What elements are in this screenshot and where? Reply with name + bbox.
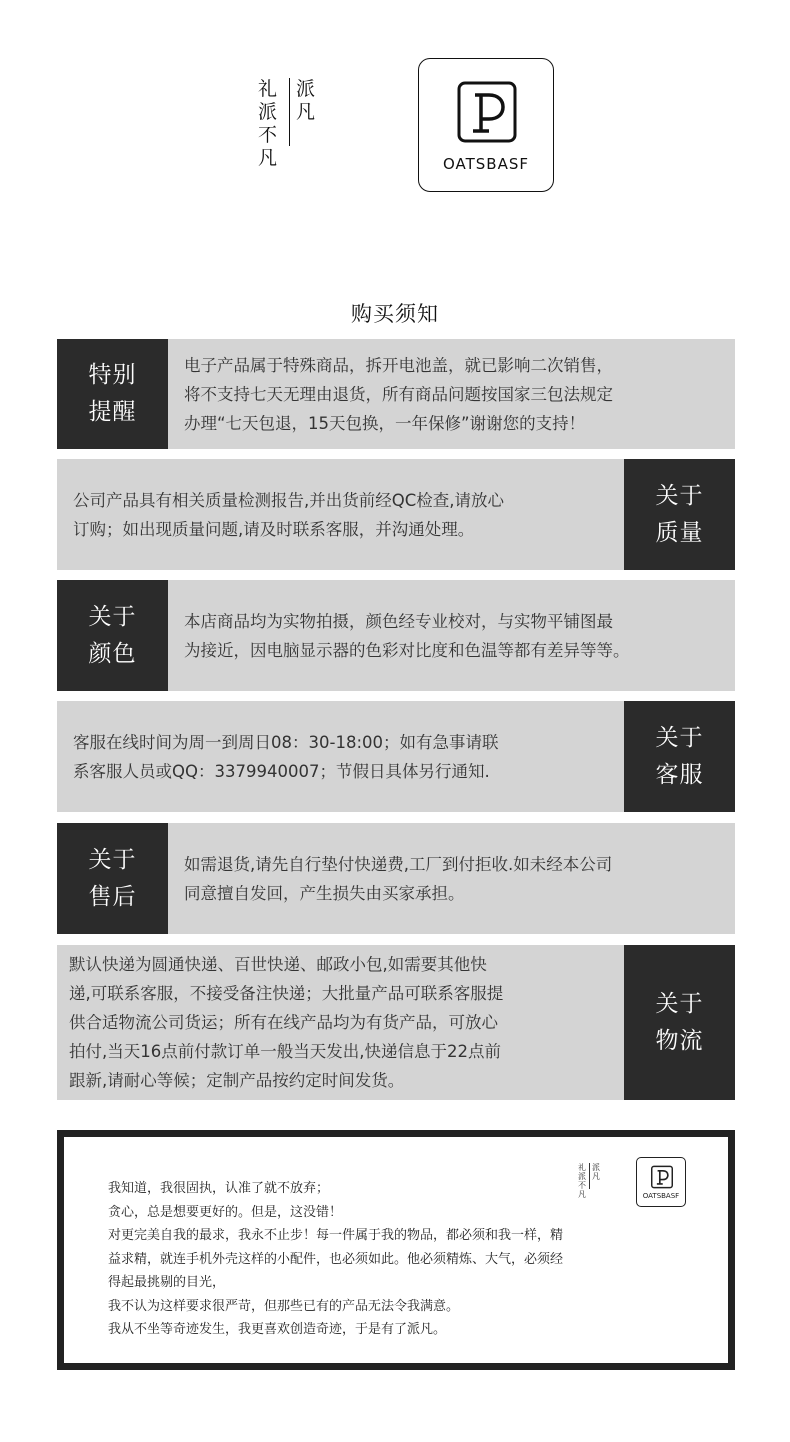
brand-wordmark <box>258 78 322 178</box>
brand-column-left <box>258 78 277 170</box>
logo-wordmark: OATSBASF <box>642 1192 680 1200</box>
notice-text <box>69 945 611 1100</box>
brand-char: 凡 <box>258 147 278 169</box>
tag-line: 售后 <box>88 883 137 910</box>
notice-tag <box>624 945 735 1100</box>
statement-line: 我从不坐等奇迹发生，我更喜欢创造奇迹，于是有了派凡。 <box>108 1322 447 1337</box>
text-line: 如需退货,请先自行垫付快递费,工厂到付拒收.如未经本公司 <box>184 854 613 874</box>
text-line: 递,可联系客服，不接受备注快递；大批量产品可联系客服提 <box>69 984 504 1003</box>
brand-char: 凡 <box>592 1172 600 1181</box>
brand-char: 礼 <box>258 78 278 100</box>
notice-text <box>184 339 735 449</box>
brand-char: 凡 <box>296 101 316 123</box>
notice-tag <box>624 459 735 570</box>
text-line: 本店商品均为实物拍摄，颜色经专业校对，与实物平铺图最 <box>184 611 613 631</box>
tag-line: 关于 <box>655 482 704 509</box>
statement-line: 益求精，就连手机外壳这样的小配件，也必须如此。他必须精炼、大气，必须经 <box>108 1251 564 1267</box>
brand-logo <box>418 58 554 192</box>
logo-wordmark: OATSBASF <box>442 155 530 173</box>
text-line: 客服在线时间为周一到周日08：30-18:00；如有急事请联 <box>73 732 499 752</box>
notice-block-special <box>57 339 735 449</box>
p-logo-icon <box>651 1165 673 1189</box>
tag-line: 关于 <box>655 990 704 1017</box>
text-line: 将不支持七天无理由退货，所有商品问题按国家三包法规定 <box>184 384 613 404</box>
text-line: 系客服人员或QQ：3379940007；节假日具体另行通知. <box>73 761 490 781</box>
tag-line: 特别 <box>88 362 137 388</box>
text-line: 公司产品具有相关质量检测报告,并出货前经QC检查,请放心 <box>73 490 504 510</box>
brand-divider <box>589 1163 590 1189</box>
brand-char: 凡 <box>578 1190 586 1199</box>
text-line: 拍付,当天16点前付款订单一般当天发出,快递信息于22点前 <box>69 1042 501 1061</box>
mini-brand-logo <box>636 1157 686 1207</box>
tag-line: 提醒 <box>88 399 137 425</box>
notice-block-logistics <box>57 945 735 1100</box>
notice-block-service <box>57 701 735 812</box>
notice-tag <box>57 339 168 449</box>
notice-text <box>184 580 735 691</box>
notice-block-color <box>57 580 735 691</box>
tag-line: 客服 <box>655 761 704 788</box>
brand-column-right <box>592 1163 600 1181</box>
brand-char: 礼 <box>578 1163 586 1172</box>
notice-block-aftersales <box>57 823 735 934</box>
notice-tag <box>57 580 168 691</box>
notice-text <box>73 701 611 812</box>
brand-divider <box>289 78 290 146</box>
text-line: 为接近，因电脑显示器的色彩对比度和色温等都有差异等等。 <box>184 640 630 660</box>
mini-brand-wordmark <box>578 1163 618 1207</box>
text-line: 办理“七天包退，15天包换，一年保修”谢谢您的支持！ <box>184 413 586 433</box>
brand-char: 派 <box>592 1163 600 1172</box>
tag-line: 质量 <box>655 519 704 546</box>
notice-block-quality <box>57 459 735 570</box>
notice-tag <box>57 823 168 934</box>
tag-line: 关于 <box>88 603 137 630</box>
text-line: 同意擅自发回，产生损失由买家承担。 <box>184 883 465 903</box>
statement-line: 对更完美自我的最求，我永不止步！每一件属于我的物品，都必须和我一样，精 <box>108 1228 564 1243</box>
statement-line: 我知道，我很固执，认准了就不放弃； <box>108 1181 330 1196</box>
brand-char: 不 <box>578 1181 586 1190</box>
brand-statement-text <box>108 1177 563 1342</box>
text-line: 供合适物流公司货运；所有在线产品均为有货产品，可放心 <box>69 1013 498 1032</box>
text-line: 电子产品属于特殊商品，拆开电池盖，就已影响二次销售， <box>184 355 613 375</box>
brand-column-right <box>296 78 315 124</box>
text-line: 订购；如出现质量问题,请及时联系客服，并沟通处理。 <box>73 519 475 539</box>
statement-line: 贪心，总是想要更好的。但是，这没错！ <box>108 1204 343 1220</box>
notice-tag <box>624 701 735 812</box>
text-line: 默认快递为圆通快递、百世快递、邮政小包,如需要其他快 <box>69 955 487 974</box>
brand-char: 派 <box>258 101 278 123</box>
page-title: 购买须知 <box>351 302 439 326</box>
brand-column-left <box>578 1163 586 1199</box>
tag-line: 物流 <box>655 1027 704 1054</box>
statement-line: 我不认为这样要求很严苛，但那些已有的产品无法令我满意。 <box>108 1298 460 1314</box>
text-line: 跟新,请耐心等候；定制产品按约定时间发货。 <box>69 1071 405 1090</box>
tag-line: 关于 <box>655 724 704 751</box>
brand-char: 不 <box>258 124 278 146</box>
notice-text <box>73 459 611 570</box>
tag-line: 关于 <box>88 846 137 873</box>
notice-text <box>184 823 735 934</box>
p-logo-icon <box>457 81 517 143</box>
statement-line: 得起最挑剔的目光， <box>108 1275 226 1290</box>
tag-line: 颜色 <box>88 640 137 667</box>
brand-statement-box <box>57 1130 735 1370</box>
brand-char: 派 <box>578 1172 586 1181</box>
brand-char: 派 <box>296 78 316 100</box>
